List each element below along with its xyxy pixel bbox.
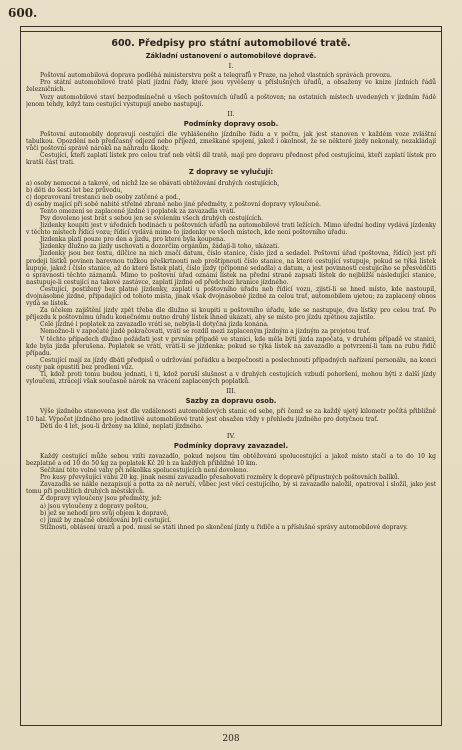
paragraph: Jízdenky koupiti jest v úředních hodinách u poštovních úřadů na automobilové trati ležících. Mimo úřední hodiny vydává jízdenky v těchto místech řídící vozu; řídící vydává mimo to jízdenky ve všech místech, kde není poštovního úřadu. xyxy=(26,222,436,237)
paragraph: a) jsou vyloučeny z dopravy poštou, xyxy=(40,502,149,510)
section-number: IV. xyxy=(226,431,236,440)
paragraph: Celé jízdné i poplatek za zavazadlo vrátí se, nebyla-li dotyčná jízda konána. xyxy=(40,321,269,329)
paragraph: Pro státní automobilové tratě platí jízdní řády, které jsou vyvěšeny u příslušných úřadů, a obsaženy ve knize jízdních řádů železničních. xyxy=(26,79,436,94)
section-heading: Z dopravy se vylučují: xyxy=(188,168,274,177)
paragraph: Stížnosti, oblásení úrazů a pod. musí se státi ihned po skončení jízdy u řidiče a u příslušné správy automobilové dopravy. xyxy=(40,523,408,531)
exclusion-list xyxy=(26,180,436,208)
paragraph: Jízdenky dlužno za jízdy uschovati a dozorčím orgánům, žádají-li toho, ukázati. xyxy=(40,243,280,251)
section-number: III. xyxy=(226,387,236,396)
list-item: c) dopravovaní trestanci neb osoby zatčené a pod., xyxy=(26,193,181,201)
paragraph: Jízdenka platí pouze pro den a jízdu, pro které byla koupena. xyxy=(40,236,226,244)
section-heading: Sazby za dopravu osob. xyxy=(185,397,277,406)
list-item: d) osoby mající při sobě nabité střelné zbraně nebo jiné předměty, z poštovní dopravy vyloučené. xyxy=(26,200,321,208)
section-subtitle: Základní ustanovení o automobilové dopravě. xyxy=(145,52,317,61)
paragraph: Za účelem zajištění jízdy zpět třeba dle dlužno si koupiti u poštovního úřadu, kde se nastupuje, dva lístky pro celou trať. Po příjezdu k poštovnímu úřadu konečnému nutno druhý lístek ihned ukázati, aby se místo pro jízdu zpětnou zajistilo. xyxy=(26,307,436,322)
document-body xyxy=(26,38,436,722)
paragraph: Z dopravy vyloučeny jsou předměty, jež: xyxy=(40,495,162,503)
list-item: b) děti do šesti let bez průvodu, xyxy=(26,186,123,194)
page-number-top: 600. xyxy=(8,6,38,20)
paragraph: Poštovní automobilová doprava podléhá ministerstvu pošt a telegrafů v Praze, na jehož vlastních správách provozu. xyxy=(40,72,392,80)
paragraph: Cestující mají za jízdy dbáti předpisů o udržování pořádku a bezpečnosti a poslechnouti případných nařízení personálu, na konci cesty pak opustiti bez prodlení vůz. xyxy=(26,356,436,371)
list-item: a) osoby nemocné a takové, od nichž lze se obávati obtěžování druhých cestujících, xyxy=(26,179,280,187)
paragraph: b) jež se nehodí pro svůj objem k dopravě, xyxy=(40,509,169,517)
section-number: I. xyxy=(228,62,234,71)
paragraph: Cestující, postižený bez platné jízdenky, zaplatí u poštovního úřadu neb řídící vozu, zjistí-li se hned místo, kde nastoupil, dvojnásobné jízdné, připadající od tohoto místa, jinak však dvojnásobné jízdné za celou trať, automobilem ujetou; za zaplacený obnos vydá se lístek. xyxy=(26,285,436,308)
paragraph: Zavazadla se nákle nezapisují a potta za ně neručí, vůbec jest věcí cestujícího, by si zavazadlo naložil, opatroval i složil, jako jest tomu při použitích druhých městských. xyxy=(26,481,436,496)
paragraph: Sečítání této volné váhy při několika spolucestujících není dovoleno. xyxy=(40,467,249,475)
paragraph: Výše jízdného stanovena jest dle vzdálenosti automobilových stanic od sebe, při čemž se za každý ujetý kilometr počítá přibližně 10 hal. Výpočet jízdného pro jednotlivé automobilové tratě jest obsažen vždy v přehledu jízdného pro dotyčnou trať. xyxy=(26,408,436,423)
paragraph: Každý cestující může sebou vzíti zavazadlo, pokud nejsou tím obtěžováni spolucestující a jakož místo stačí a to do 10 kg bezplatně a od 10 do 50 kg za poplatek Kč 20 h za každých přibližně 10 km. xyxy=(26,452,436,467)
section-number: II. xyxy=(227,109,235,118)
paragraph: Cestující, kteří zaplatí lístek pro celou trať neb větší díl tratě, mají pro dopravu přednost před cestujícími, kteří zaplatí lístek pro kratší část trati. xyxy=(26,152,436,167)
paragraph: Děti do 4 let, jsou-li drženy na klíně, neplatí jízdného. xyxy=(40,422,203,430)
paragraph: Ti, kdož proti tomu budou jednati, i ti, kdož poruší slušnost a v druhých cestujících vzbudí pohoršení, mohou býti z další jízdy vyloučeni, ztrácejí však současně nárok na vrácení zaplacených poplatků. xyxy=(26,371,436,386)
section-heading: Podmínky dopravy osob. xyxy=(183,119,279,128)
paragraph: Pro kusy převyšující váhu 20 kg. jinak nesmí zavazadlo přesahovati rozměry k dopravě přípustných poštovních balíků. xyxy=(40,474,400,482)
paragraph: V těchto případech dlužno požádati jest v prvním případě ve stanici, kde měla býti jízda započata, v druhém případě ve stanici, kde byla jízda přerušena. Poplatek se vrátí, vrátí-li se jízdenka; pokud se týká lístek na zavazadlo a potvrzení-li tam na rubu řidič případu. xyxy=(26,335,436,357)
paragraph: Vozy automobilové staví bezpodmínečně u všech poštovních úřadů a poštoven; na ostatních místech uvedených v jízdním řádě jenom tehdy, když tam cestující vystupují anebo nastupují. xyxy=(26,93,436,108)
paragraph: Nemožno-li v započaté jízdě pokračovati, vrátí se rozdíl mezi zaplaceným jízdným a jízdným za projetou trať. xyxy=(40,328,371,336)
section-heading: Podmínky dopravy zavazadel. xyxy=(173,441,289,450)
paragraph: Psy dovoleno jest brát s sebou jen se svolením všech druhých cestujících. xyxy=(40,214,264,222)
document-title: 600. Předpisy pro státní automobilové tratě. xyxy=(111,38,351,49)
page-number-bottom: 208 xyxy=(222,734,240,744)
paragraph: Poštovní automobily dopravují cestující dle vyhlášeného jízdního řádu a v počtu, jak jest stanoven v každém voze zvláštní tabulkou. Opozdění neb předčasný odjezd nebo příjezd, zmeškané spojení, jakož i okolnost, že se některé jízdy nekonaly, nezakládají vůči poštovní správě nároků na náhradu škody. xyxy=(26,130,436,153)
paragraph: Tento omezení se zaplacené jízdné i poplatek za zavazadla vrátí. xyxy=(40,207,236,215)
top-rule xyxy=(20,31,442,32)
paragraph: Jízdenky jsou bez textu, dílčice na nich značí datum, číslo stanice, číslo jízd a sedadel. Poštovní úřad (poštovna, řídící) jest při prodeji lístků povinen barevnou tužkou přeškrtnouti neb proštípnouti číslo stanice, na které cestující vstupuje, pokud se týká lístek kupuje, jakož i číslo stanice, až do které lístek platí, číslo jízdy (příponné sedadla) a datum, a jest povinnosti cestujícího se přesvědčiti o správnosti těchto záznamů. Mimo to poštovní úřad oznámí lístek na přední straně zapsati lístek do nejbližší následující stanice, nastupuje-li cestující na takové zastávce, zaplatí jízdné od předchozí hranice jízdného. xyxy=(26,250,436,286)
paragraph: c) jimiž by značně obtěžováni byli cestující. xyxy=(40,516,172,524)
